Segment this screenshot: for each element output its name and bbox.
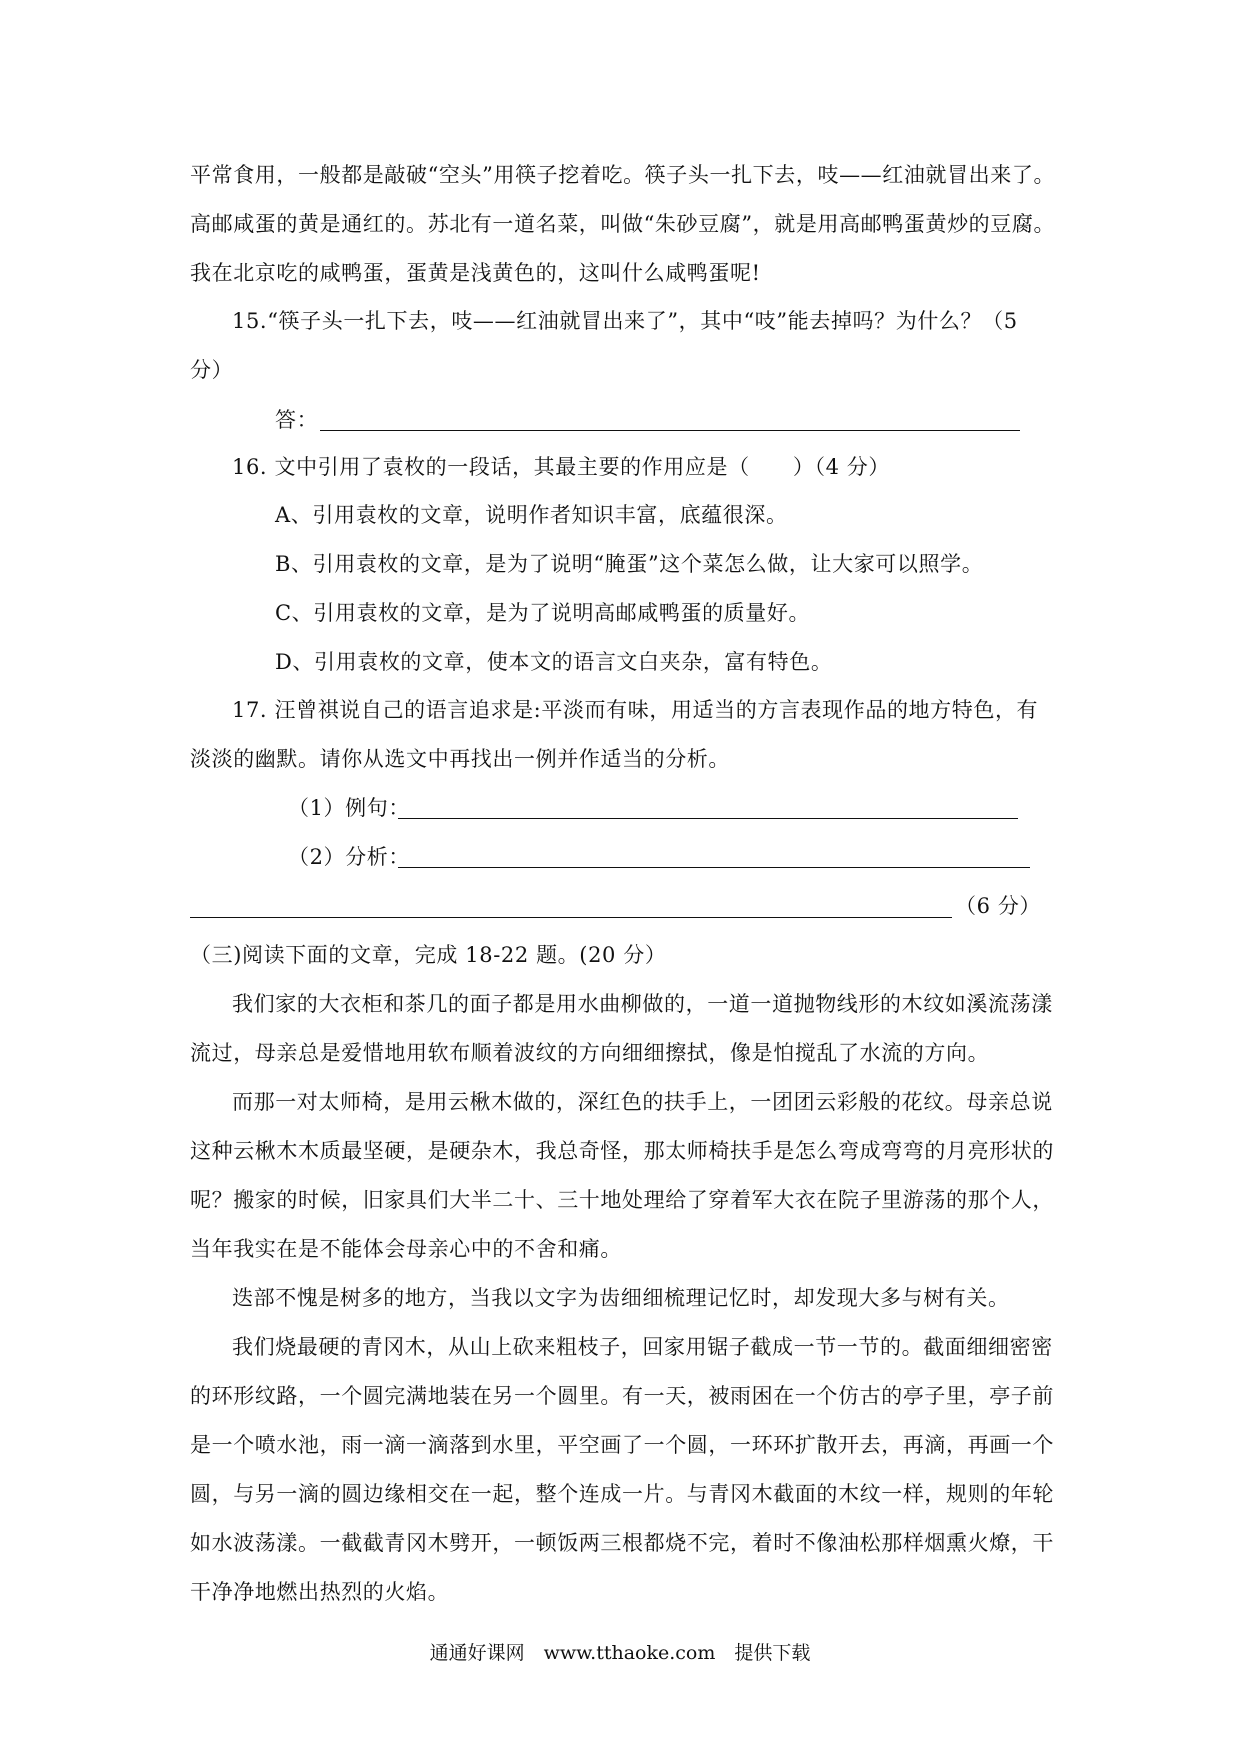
paragraph-line: 而那一对太师椅，是用云楸木做的，深红色的扶手上，一团团云彩般的花纹。母亲总说 (232, 1090, 1053, 1114)
paragraph-line: 呢？搬家的时候，旧家具们大半二十、三十地处理给了穿着军大衣在院子里游荡的那个人， (190, 1188, 1054, 1212)
paragraph-line: 是一个喷水池，雨一滴一滴落到水里，平空画了一个圆，一环环扩散开去，再滴，再画一个 (190, 1433, 1054, 1457)
question-15-cont: 分） (190, 358, 234, 382)
paragraph-line: 的环形纹路，一个圆完满地装在另一个圆里。有一天，被雨困在一个仿古的亭子里，亭子前 (190, 1384, 1054, 1408)
paragraph-line: 我们烧最硬的青冈木，从山上砍来粗枝子，回家用锯子截成一节一节的。截面细细密密 (232, 1335, 1053, 1359)
option-a[interactable]: A、引用袁枚的文章，说明作者知识丰富，底蕴很深。 (275, 503, 788, 527)
paragraph-line: 干净净地燃出热烈的火焰。 (190, 1580, 450, 1604)
paragraph-line: 流过，母亲总是爱惜地用软布顺着波纹的方向细细擦拭，像是怕搅乱了水流的方向。 (190, 1041, 990, 1065)
answer-label: 答： (275, 408, 319, 432)
option-c[interactable]: C、引用袁枚的文章，是为了说明高邮咸鸭蛋的质量好。 (275, 601, 811, 625)
answer-blank-15[interactable] (320, 430, 1020, 431)
page-footer: 通通好课网 www.tthaoke.com 提供下载 (429, 1642, 811, 1664)
paragraph-line: 圆，与另一滴的圆边缘相交在一起，整个连成一片。与青冈木截面的木纹一样，规则的年轮 (190, 1482, 1054, 1506)
passage-line: 高邮咸蛋的黄是通红的。苏北有一道名菜，叫做“朱砂豆腐”，就是用高邮鸭蛋黄炒的豆腐。 (190, 212, 1056, 236)
paragraph-line: 如水波荡漾。一截截青冈木劈开，一顿饭两三根都烧不完，着时不像油松那样烟熏火燎，干 (190, 1531, 1054, 1555)
paragraph-line: 这种云楸木木质最坚硬，是硬杂木，我总奇怪，那太师椅扶手是怎么弯成弯弯的月亮形状的 (190, 1139, 1054, 1163)
passage-line: 我在北京吃的咸鸭蛋，蛋黄是浅黄色的，这叫什么咸鸭蛋呢! (190, 261, 761, 285)
option-d[interactable]: D、引用袁枚的文章，使本文的语言文白夹杂，富有特色。 (275, 650, 833, 674)
section-header: （三)阅读下面的文章，完成 18-22 题。(20 分） (190, 943, 667, 967)
example-label: （1）例句： (288, 796, 410, 820)
paragraph-line: 我们家的大衣柜和茶几的面子都是用水曲柳做的，一道一道抛物线形的木纹如溪流荡漾 (232, 992, 1053, 1016)
paragraph-line: 当年我实在是不能体会母亲心中的不舍和痛。 (190, 1237, 622, 1261)
analysis-blank-2[interactable] (190, 917, 952, 918)
passage-line: 平常食用，一般都是敲破“空头”用筷子挖着吃。筷子头一扎下去，吱——红油就冒出来了。 (190, 163, 1056, 187)
question-17-cont: 淡淡的幽默。请你从选文中再找出一例并作适当的分析。 (190, 747, 730, 771)
paragraph-line: 迭部不愧是树多的地方，当我以文字为齿细细梳理记忆时，却发现大多与树有关。 (232, 1286, 1010, 1310)
option-b[interactable]: B、引用袁枚的文章，是为了说明“腌蛋”这个菜怎么做，让大家可以照学。 (275, 552, 984, 576)
analysis-label: （2）分析： (288, 845, 410, 869)
example-blank[interactable] (398, 818, 1018, 819)
score-label: （6 分） (955, 894, 1042, 918)
question-16: 16. 文中引用了袁枚的一段话，其最主要的作用应是（ ）（4 分） (232, 455, 891, 479)
question-15: 15.“筷子头一扎下去，吱——红油就冒出来了”，其中“吱”能去掉吗？为什么？（5 (232, 309, 1018, 333)
analysis-blank[interactable] (398, 867, 1030, 868)
question-17: 17. 汪曾祺说自己的语言追求是:平淡而有味，用适当的方言表现作品的地方特色，有 (232, 698, 1039, 722)
